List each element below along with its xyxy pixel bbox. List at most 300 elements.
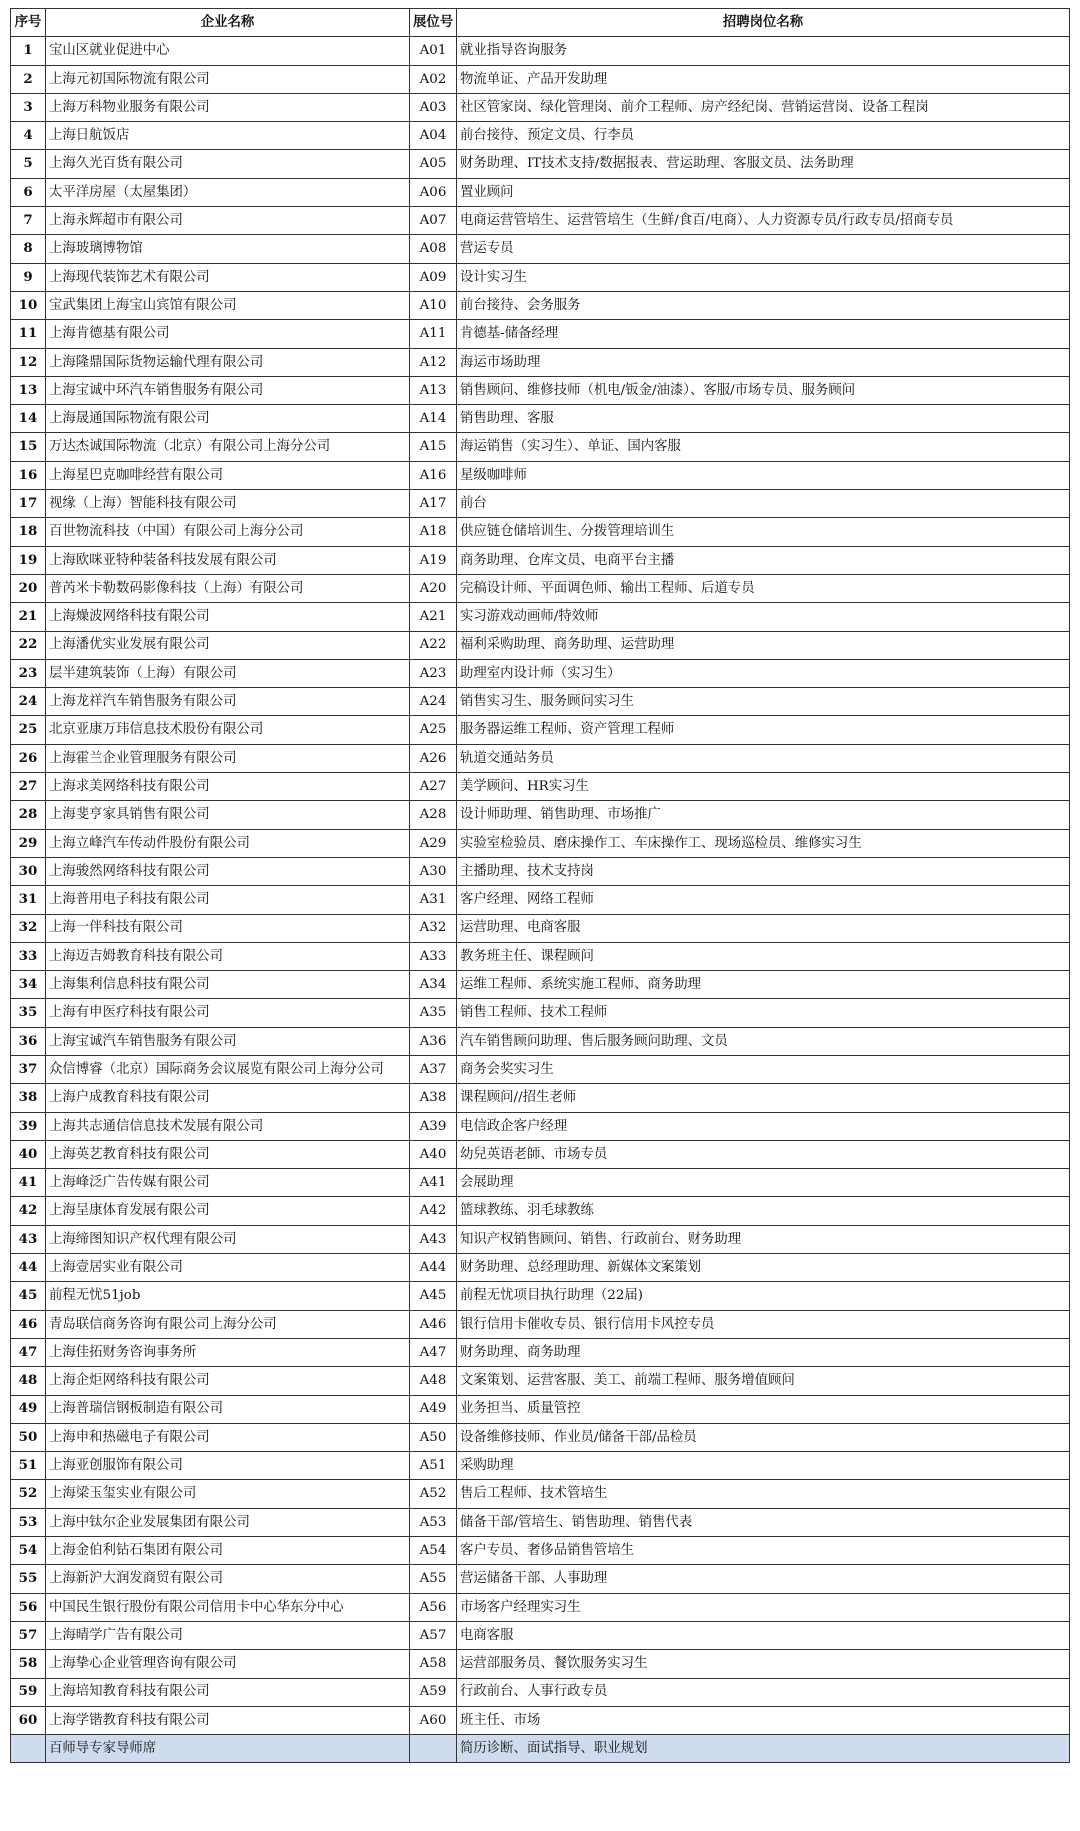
company-name: 上海新沪大润发商贸有限公司 (46, 1565, 410, 1593)
job-positions: 财务助理、商务助理 (457, 1338, 1070, 1366)
booth-number: A47 (410, 1338, 457, 1366)
job-positions: 客户经理、网络工程师 (457, 886, 1070, 914)
job-positions: 知识产权销售顾问、销售、行政前台、财务助理 (457, 1225, 1070, 1253)
table-row (11, 122, 1070, 150)
table-row (11, 1055, 1070, 1083)
table-row (11, 631, 1070, 659)
row-no: 42 (11, 1197, 46, 1225)
booth-number: A25 (410, 716, 457, 744)
footer-positions: 简历诊断、面试指导、职业规划 (457, 1735, 1070, 1763)
row-no: 40 (11, 1140, 46, 1168)
table-row (11, 1678, 1070, 1706)
row-no: 2 (11, 65, 46, 93)
row-no: 4 (11, 122, 46, 150)
company-name: 上海集利信息科技有限公司 (46, 971, 410, 999)
row-no: 26 (11, 744, 46, 772)
table-row (11, 433, 1070, 461)
row-no: 55 (11, 1565, 46, 1593)
job-positions: 肯德基-储备经理 (457, 320, 1070, 348)
row-no: 30 (11, 857, 46, 885)
table-row (11, 1650, 1070, 1678)
row-no: 10 (11, 291, 46, 319)
table-row (11, 320, 1070, 348)
company-name: 上海骏然网络科技有限公司 (46, 857, 410, 885)
company-name: 中国民生银行股份有限公司信用卡中心华东分中心 (46, 1593, 410, 1621)
job-positions: 销售助理、客服 (457, 405, 1070, 433)
job-positions: 文案策划、运营客服、美工、前端工程师、服务增值顾问 (457, 1367, 1070, 1395)
company-name: 上海久光百货有限公司 (46, 150, 410, 178)
company-name: 上海金伯利钻石集团有限公司 (46, 1537, 410, 1565)
booth-number: A45 (410, 1282, 457, 1310)
table-row (11, 1593, 1070, 1621)
booth-number: A51 (410, 1452, 457, 1480)
company-name: 上海斐亨家具销售有限公司 (46, 801, 410, 829)
job-positions: 海运市场助理 (457, 348, 1070, 376)
booth-number: A17 (410, 490, 457, 518)
job-positions: 美学顾问、HR实习生 (457, 773, 1070, 801)
row-no: 15 (11, 433, 46, 461)
job-positions: 服务器运维工程师、资产管理工程师 (457, 716, 1070, 744)
table-row (11, 971, 1070, 999)
booth-number: A13 (410, 376, 457, 404)
company-name: 上海霍兰企业管理服务有限公司 (46, 744, 410, 772)
job-positions: 设备维修技师、作业员/储备干部/品检员 (457, 1423, 1070, 1451)
booth-number: A60 (410, 1706, 457, 1734)
booth-number: A48 (410, 1367, 457, 1395)
company-name: 众信博睿（北京）国际商务会议展览有限公司上海分公司 (46, 1055, 410, 1083)
company-name: 上海峰泛广告传媒有限公司 (46, 1169, 410, 1197)
booth-number: A02 (410, 65, 457, 93)
job-positions: 班主任、市场 (457, 1706, 1070, 1734)
row-no: 36 (11, 1027, 46, 1055)
company-name: 青岛联信商务咨询有限公司上海分公司 (46, 1310, 410, 1338)
row-no: 58 (11, 1650, 46, 1678)
company-name: 上海欧咪亚特种装备科技发展有限公司 (46, 546, 410, 574)
row-no: 37 (11, 1055, 46, 1083)
job-positions: 物流单证、产品开发助理 (457, 65, 1070, 93)
booth-number: A36 (410, 1027, 457, 1055)
table-row (11, 1423, 1070, 1451)
row-no: 57 (11, 1621, 46, 1649)
company-name: 上海有申医疗科技有限公司 (46, 999, 410, 1027)
table-row (11, 518, 1070, 546)
booth-number: A41 (410, 1169, 457, 1197)
job-positions: 营运储备干部、人事助理 (457, 1565, 1070, 1593)
header-positions: 招聘岗位名称 (457, 9, 1070, 37)
row-no: 29 (11, 829, 46, 857)
job-positions: 财务助理、总经理助理、新媒体文案策划 (457, 1254, 1070, 1282)
company-name: 上海普用电子科技有限公司 (46, 886, 410, 914)
booth-number: A57 (410, 1621, 457, 1649)
table-row (11, 574, 1070, 602)
row-no: 6 (11, 178, 46, 206)
booth-number: A10 (410, 291, 457, 319)
booth-number: A05 (410, 150, 457, 178)
row-no: 7 (11, 207, 46, 235)
table-row (11, 999, 1070, 1027)
table-row (11, 942, 1070, 970)
company-name: 百世物流科技（中国）有限公司上海分公司 (46, 518, 410, 546)
company-name: 上海燥波网络科技有限公司 (46, 603, 410, 631)
booth-number: A07 (410, 207, 457, 235)
row-no: 56 (11, 1593, 46, 1621)
booth-number: A31 (410, 886, 457, 914)
booth-number: A50 (410, 1423, 457, 1451)
booth-number: A35 (410, 999, 457, 1027)
booth-number: A04 (410, 122, 457, 150)
job-positions: 前台 (457, 490, 1070, 518)
row-no: 22 (11, 631, 46, 659)
booth-number: A56 (410, 1593, 457, 1621)
row-no: 19 (11, 546, 46, 574)
job-positions: 助理室内设计师（实习生） (457, 659, 1070, 687)
booth-number: A09 (410, 263, 457, 291)
table-row (11, 744, 1070, 772)
company-name: 万达杰诚国际物流（北京）有限公司上海分公司 (46, 433, 410, 461)
row-no: 28 (11, 801, 46, 829)
job-positions: 商务助理、仓库文员、电商平台主播 (457, 546, 1070, 574)
table-row (11, 461, 1070, 489)
company-name: 上海宝诚汽车销售服务有限公司 (46, 1027, 410, 1055)
table-row (11, 1565, 1070, 1593)
job-positions: 实验室检验员、磨床操作工、车床操作工、现场巡检员、维修实习生 (457, 829, 1070, 857)
company-name: 上海迈吉姆教育科技有限公司 (46, 942, 410, 970)
job-positions: 销售实习生、服务顾问实习生 (457, 688, 1070, 716)
table-row (11, 829, 1070, 857)
row-no: 35 (11, 999, 46, 1027)
table-row (11, 1480, 1070, 1508)
table-row (11, 1395, 1070, 1423)
table-row (11, 1537, 1070, 1565)
job-positions: 教务班主任、课程顾问 (457, 942, 1070, 970)
booth-number: A53 (410, 1508, 457, 1536)
company-name: 视缘（上海）智能科技有限公司 (46, 490, 410, 518)
table-row (11, 1169, 1070, 1197)
company-name: 上海呈康体育发展有限公司 (46, 1197, 410, 1225)
booth-number: A28 (410, 801, 457, 829)
job-positions: 行政前台、人事行政专员 (457, 1678, 1070, 1706)
booth-number: A42 (410, 1197, 457, 1225)
job-positions: 课程顾问//招生老师 (457, 1084, 1070, 1112)
table-row (11, 659, 1070, 687)
company-name: 上海隆鼎国际货物运输代理有限公司 (46, 348, 410, 376)
row-no: 12 (11, 348, 46, 376)
job-positions: 业务担当、质量管控 (457, 1395, 1070, 1423)
job-positions: 销售顾问、维修技师（机电/钣金/油漆）、客服/市场专员、服务顾问 (457, 376, 1070, 404)
job-positions: 运维工程师、系统实施工程师、商务助理 (457, 971, 1070, 999)
booth-number: A23 (410, 659, 457, 687)
row-no: 44 (11, 1254, 46, 1282)
row-no: 38 (11, 1084, 46, 1112)
booth-number: A06 (410, 178, 457, 206)
table-row (11, 1367, 1070, 1395)
table-row (11, 546, 1070, 574)
row-no: 60 (11, 1706, 46, 1734)
job-positions: 运营助理、电商客服 (457, 914, 1070, 942)
company-name: 普芮米卡勒数码影像科技（上海）有限公司 (46, 574, 410, 602)
job-positions: 就业指导咨询服务 (457, 37, 1070, 65)
table-row (11, 1621, 1070, 1649)
booth-number: A20 (410, 574, 457, 602)
row-no: 59 (11, 1678, 46, 1706)
table-row (11, 207, 1070, 235)
table-row (11, 1225, 1070, 1253)
row-no: 51 (11, 1452, 46, 1480)
company-name: 上海户成教育科技有限公司 (46, 1084, 410, 1112)
table-row (11, 914, 1070, 942)
job-positions: 实习游戏动画师/特效师 (457, 603, 1070, 631)
job-positions: 营运专员 (457, 235, 1070, 263)
row-no: 46 (11, 1310, 46, 1338)
job-positions: 设计师助理、销售助理、市场推广 (457, 801, 1070, 829)
table-row (11, 886, 1070, 914)
row-no: 9 (11, 263, 46, 291)
row-no: 21 (11, 603, 46, 631)
job-positions: 运营部服务员、餐饮服务实习生 (457, 1650, 1070, 1678)
company-name: 上海壹居实业有限公司 (46, 1254, 410, 1282)
booth-number: A44 (410, 1254, 457, 1282)
row-no: 25 (11, 716, 46, 744)
job-positions: 幼兒英语老師、市场专员 (457, 1140, 1070, 1168)
row-no: 32 (11, 914, 46, 942)
table-row (11, 1254, 1070, 1282)
table-row (11, 1140, 1070, 1168)
booth-number: A18 (410, 518, 457, 546)
booth-number: A12 (410, 348, 457, 376)
table-row (11, 235, 1070, 263)
table-row (11, 1282, 1070, 1310)
table-row (11, 716, 1070, 744)
table-row (11, 1452, 1070, 1480)
table-row (11, 348, 1070, 376)
table-row (11, 1338, 1070, 1366)
table-row (11, 1706, 1070, 1734)
company-name: 上海立峰汽车传动件股份有限公司 (46, 829, 410, 857)
company-name: 上海宝诚中环汽车销售服务有限公司 (46, 376, 410, 404)
company-name: 上海永辉超市有限公司 (46, 207, 410, 235)
table-row (11, 1310, 1070, 1338)
row-no: 5 (11, 150, 46, 178)
table-row (11, 37, 1070, 65)
booth-number: A24 (410, 688, 457, 716)
company-name: 上海求美网络科技有限公司 (46, 773, 410, 801)
header-no: 序号 (11, 9, 46, 37)
company-name: 上海一伴科技有限公司 (46, 914, 410, 942)
company-name: 上海龙祥汽车销售服务有限公司 (46, 688, 410, 716)
row-no: 8 (11, 235, 46, 263)
company-name: 前程无忧51job (46, 1282, 410, 1310)
company-name: 上海玻璃博物馆 (46, 235, 410, 263)
booth-number: A01 (410, 37, 457, 65)
company-name: 上海潘优实业发展有限公司 (46, 631, 410, 659)
row-no: 11 (11, 320, 46, 348)
row-no: 52 (11, 1480, 46, 1508)
company-name: 上海学锴教育科技有限公司 (46, 1706, 410, 1734)
company-name: 上海企炬网络科技有限公司 (46, 1367, 410, 1395)
company-name: 上海亚创服饰有限公司 (46, 1452, 410, 1480)
company-name: 上海星巴克咖啡经营有限公司 (46, 461, 410, 489)
row-no: 54 (11, 1537, 46, 1565)
row-no: 16 (11, 461, 46, 489)
row-no: 47 (11, 1338, 46, 1366)
booth-number: A33 (410, 942, 457, 970)
row-no: 43 (11, 1225, 46, 1253)
company-name: 上海晴学广告有限公司 (46, 1621, 410, 1649)
footer-company: 百师导专家导师席 (46, 1735, 410, 1763)
job-positions: 商务会奖实习生 (457, 1055, 1070, 1083)
booth-number: A46 (410, 1310, 457, 1338)
job-positions: 汽车销售顾问助理、售后服务顾问助理、文员 (457, 1027, 1070, 1055)
table-row (11, 603, 1070, 631)
booth-number: A22 (410, 631, 457, 659)
company-name: 上海现代装饰艺术有限公司 (46, 263, 410, 291)
company-name: 上海佳拓财务咨询事务所 (46, 1338, 410, 1366)
job-positions: 电信政企客户经理 (457, 1112, 1070, 1140)
header-company: 企业名称 (46, 9, 410, 37)
booth-number: A14 (410, 405, 457, 433)
booth-number: A16 (410, 461, 457, 489)
job-positions: 轨道交通站务员 (457, 744, 1070, 772)
job-positions: 电商运营管培生、运营管培生（生鲜/食百/电商）、人力资源专员/行政专员/招商专员 (457, 207, 1070, 235)
row-no: 34 (11, 971, 46, 999)
booth-number: A32 (410, 914, 457, 942)
table-row (11, 801, 1070, 829)
job-positions: 储备干部/管培生、销售助理、销售代表 (457, 1508, 1070, 1536)
table-row (11, 773, 1070, 801)
booth-number: A30 (410, 857, 457, 885)
company-name: 上海元初国际物流有限公司 (46, 65, 410, 93)
booth-number: A27 (410, 773, 457, 801)
booth-number: A15 (410, 433, 457, 461)
company-name: 上海肯德基有限公司 (46, 320, 410, 348)
booth-number: A37 (410, 1055, 457, 1083)
company-name: 层半建筑装饰（上海）有限公司 (46, 659, 410, 687)
row-no: 31 (11, 886, 46, 914)
booth-number: A39 (410, 1112, 457, 1140)
table-row (11, 405, 1070, 433)
row-no: 18 (11, 518, 46, 546)
table-row (11, 150, 1070, 178)
table-row (11, 291, 1070, 319)
row-no: 49 (11, 1395, 46, 1423)
job-positions: 完稿设计师、平面调色师、输出工程师、后道专员 (457, 574, 1070, 602)
booth-number: A59 (410, 1678, 457, 1706)
job-positions: 置业顾问 (457, 178, 1070, 206)
job-positions: 电商客服 (457, 1621, 1070, 1649)
job-positions: 设计实习生 (457, 263, 1070, 291)
company-name: 北京亚康万玮信息技术股份有限公司 (46, 716, 410, 744)
booth-number: A40 (410, 1140, 457, 1168)
job-fair-table (10, 8, 1070, 1763)
company-name: 上海共志通信信息技术发展有限公司 (46, 1112, 410, 1140)
booth-number: A58 (410, 1650, 457, 1678)
row-no: 27 (11, 773, 46, 801)
table-row (11, 1027, 1070, 1055)
booth-number: A19 (410, 546, 457, 574)
job-positions: 会展助理 (457, 1169, 1070, 1197)
table-row (11, 178, 1070, 206)
company-name: 上海梁玉玺实业有限公司 (46, 1480, 410, 1508)
table-row (11, 93, 1070, 121)
job-positions: 售后工程师、技术管培生 (457, 1480, 1070, 1508)
company-name: 宝山区就业促进中心 (46, 37, 410, 65)
booth-number: A49 (410, 1395, 457, 1423)
table-row (11, 1508, 1070, 1536)
booth-number: A43 (410, 1225, 457, 1253)
company-name: 上海申和热磁电子有限公司 (46, 1423, 410, 1451)
job-positions: 社区管家岗、绿化管理岗、前介工程师、房产经纪岗、营销运营岗、设备工程岗 (457, 93, 1070, 121)
table-row (11, 263, 1070, 291)
job-positions: 采购助理 (457, 1452, 1070, 1480)
booth-number: A55 (410, 1565, 457, 1593)
company-name: 上海晟通国际物流有限公司 (46, 405, 410, 433)
row-no: 53 (11, 1508, 46, 1536)
table-row (11, 1112, 1070, 1140)
job-positions: 市场客户经理实习生 (457, 1593, 1070, 1621)
company-name: 上海普瑞信钢板制造有限公司 (46, 1395, 410, 1423)
row-no: 3 (11, 93, 46, 121)
company-name: 宝武集团上海宝山宾馆有限公司 (46, 291, 410, 319)
row-no: 13 (11, 376, 46, 404)
company-name: 上海日航饭店 (46, 122, 410, 150)
company-name: 上海缔图知识产权代理有限公司 (46, 1225, 410, 1253)
header-row (11, 9, 1070, 37)
booth-number: A52 (410, 1480, 457, 1508)
company-name: 上海英艺教育科技有限公司 (46, 1140, 410, 1168)
footer-booth (410, 1735, 457, 1763)
row-no: 24 (11, 688, 46, 716)
job-positions: 供应链仓储培训生、分拨管理培训生 (457, 518, 1070, 546)
job-positions: 福利采购助理、商务助理、运营助理 (457, 631, 1070, 659)
booth-number: A34 (410, 971, 457, 999)
table-row (11, 1084, 1070, 1112)
company-name: 太平洋房屋（太屋集团） (46, 178, 410, 206)
job-positions: 星级咖啡师 (457, 461, 1070, 489)
row-no: 39 (11, 1112, 46, 1140)
booth-number: A29 (410, 829, 457, 857)
booth-number: A08 (410, 235, 457, 263)
row-no: 14 (11, 405, 46, 433)
row-no: 33 (11, 942, 46, 970)
row-no: 50 (11, 1423, 46, 1451)
header-booth: 展位号 (410, 9, 457, 37)
row-no: 23 (11, 659, 46, 687)
company-name: 上海培知教育科技有限公司 (46, 1678, 410, 1706)
booth-number: A26 (410, 744, 457, 772)
job-positions: 前程无忧项目执行助理（22届) (457, 1282, 1070, 1310)
company-name: 上海万科物业服务有限公司 (46, 93, 410, 121)
table-row (11, 688, 1070, 716)
row-no: 1 (11, 37, 46, 65)
table-row (11, 857, 1070, 885)
job-positions: 海运销售（实习生）、单证、国内客服 (457, 433, 1070, 461)
booth-number: A03 (410, 93, 457, 121)
company-name: 上海中钛尔企业发展集团有限公司 (46, 1508, 410, 1536)
row-no: 41 (11, 1169, 46, 1197)
footer-row (11, 1735, 1070, 1763)
table-row (11, 490, 1070, 518)
job-positions: 销售工程师、技术工程师 (457, 999, 1070, 1027)
job-positions: 前台接待、预定文员、行李员 (457, 122, 1070, 150)
table-row (11, 376, 1070, 404)
company-name: 上海挚心企业管理咨询有限公司 (46, 1650, 410, 1678)
table-row (11, 1197, 1070, 1225)
booth-number: A38 (410, 1084, 457, 1112)
booth-number: A11 (410, 320, 457, 348)
row-no: 48 (11, 1367, 46, 1395)
row-no: 45 (11, 1282, 46, 1310)
booth-number: A54 (410, 1537, 457, 1565)
